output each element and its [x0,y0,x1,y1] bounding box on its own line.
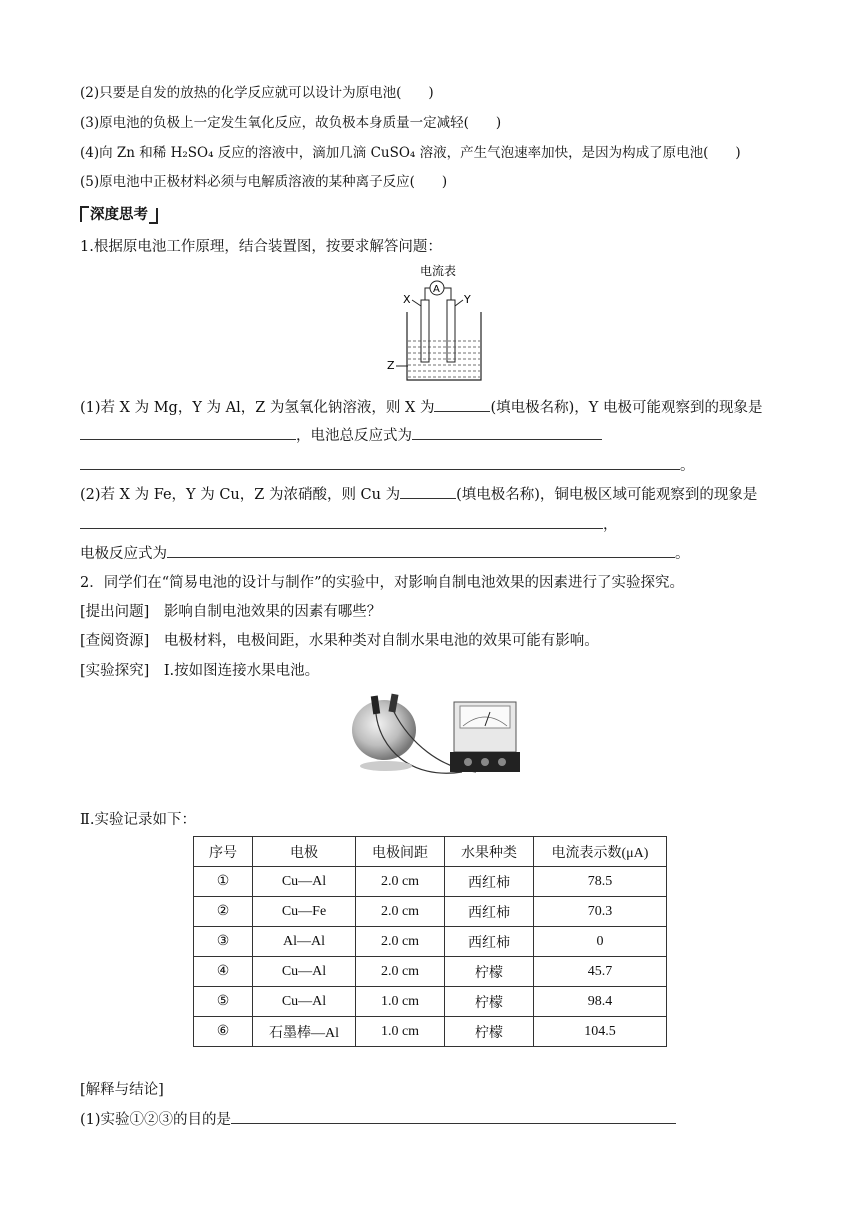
header-spacing: 电极间距 [356,837,445,867]
x-electrode-label: X [403,293,411,306]
q1-stem: 1.根据原电池工作原理，结合装置图，按要求解答问题： [80,239,442,255]
table-row [194,927,667,957]
table-row [194,867,667,897]
conclusion-heading: [解释与结论] [80,1082,164,1098]
cell-spacing: 2.0 cm [356,957,445,987]
cell-fruit: 柠檬 [445,957,534,987]
fruit-battery-photo [350,688,530,800]
q2-stem: 2．同学们在“简易电池的设计与制作”的实验中，对影响自制电池效果的因素进行了实验探究。 [80,575,685,591]
q1-part2-line3: 电极反应式为 。 [80,543,690,564]
cell-fruit: 柠檬 [445,987,534,1017]
table-row [194,1017,667,1047]
experiment-record-table [193,836,667,1047]
cell-electrode: Cu—Al [253,867,356,897]
statement-5: (5)原电池中正极材料必须与电解质溶液的某种离子反应( ) [80,174,448,190]
q1-part1-line3: 。 [80,455,695,476]
cell-index: ① [194,867,253,897]
cell-current: 0 [534,927,667,957]
q2-consult: [查阅资源] 电极材料，电极间距，水果种类对自制水果电池的效果可能有影响。 [80,633,599,649]
cell-current: 98.4 [534,987,667,1017]
cell-electrode: Al—Al [253,927,356,957]
cell-electrode: Cu—Al [253,987,356,1017]
header-index: 序号 [194,837,253,867]
cell-spacing: 2.0 cm [356,897,445,927]
ammeter-symbol: A [433,284,440,295]
q1-part2-line1: (2)若 X 为 Fe，Y 为 Cu，Z 为浓硝酸，则 Cu 为 (填电极名称)，铜电极区域可能观察到的现象是 [80,484,757,505]
cell-index: ③ [194,927,253,957]
cell-fruit: 西红柿 [445,867,534,897]
cell-spacing: 2.0 cm [356,867,445,897]
q2-ask: [提出问题] 影响自制电池效果的因素有哪些？ [80,604,382,620]
table-row [194,897,667,927]
q1-part2-line2: ， [80,514,618,535]
cell-spacing: 1.0 cm [356,1017,445,1047]
header-electrode: 电极 [253,837,356,867]
cell-current: 104.5 [534,1017,667,1047]
cell-current: 70.3 [534,897,667,927]
q1-part1-line1: (1)若 X 为 Mg，Y 为 Al，Z 为氢氧化钠溶液，则 X 为 (填电极名称)，Y 电极可能观察到的现象是 [80,397,762,418]
q2-explore: [实验探究] Ⅰ.按如图连接水果电池。 [80,663,320,679]
section-title: 深度思考 [80,204,158,226]
z-solution-label: Z [387,359,395,372]
cell-fruit: 柠檬 [445,1017,534,1047]
conclusion-1: (1)实验①②③的目的是 [80,1109,676,1130]
battery-apparatus-diagram [385,262,490,387]
statement-3: (3)原电池的负极上一定发生氧化反应，故负极本身质量一定减轻( ) [80,115,502,131]
q1-part1-line2: ，电池总反应式为 [80,425,602,446]
cell-index: ⑤ [194,987,253,1017]
statement-4: (4)向 Zn 和稀 H₂SO₄ 反应的溶液中，滴加几滴 CuSO₄ 溶液，产生气泡速率加快，是因为构成了原电池( ) [80,145,741,161]
cell-index: ② [194,897,253,927]
cell-electrode: Cu—Fe [253,897,356,927]
ammeter-label: 电流表 [420,264,457,278]
cell-electrode: Cu—Al [253,957,356,987]
q2-record-label: Ⅱ.实验记录如下： [80,812,196,828]
cell-index: ⑥ [194,1017,253,1047]
cell-spacing: 1.0 cm [356,987,445,1017]
header-current: 电流表示数(μA) [534,837,667,867]
table-header-row [194,837,667,867]
cell-index: ④ [194,957,253,987]
cell-electrode: 石墨棒—Al [253,1017,356,1047]
header-fruit: 水果种类 [445,837,534,867]
cell-fruit: 西红柿 [445,897,534,927]
statement-2: (2)只要是自发的放热的化学反应就可以设计为原电池( ) [80,85,434,101]
cell-current: 78.5 [534,867,667,897]
cell-fruit: 西红柿 [445,927,534,957]
cell-spacing: 2.0 cm [356,927,445,957]
y-electrode-label: Y [464,293,471,306]
cell-current: 45.7 [534,957,667,987]
table-row [194,957,667,987]
table-row [194,987,667,1017]
